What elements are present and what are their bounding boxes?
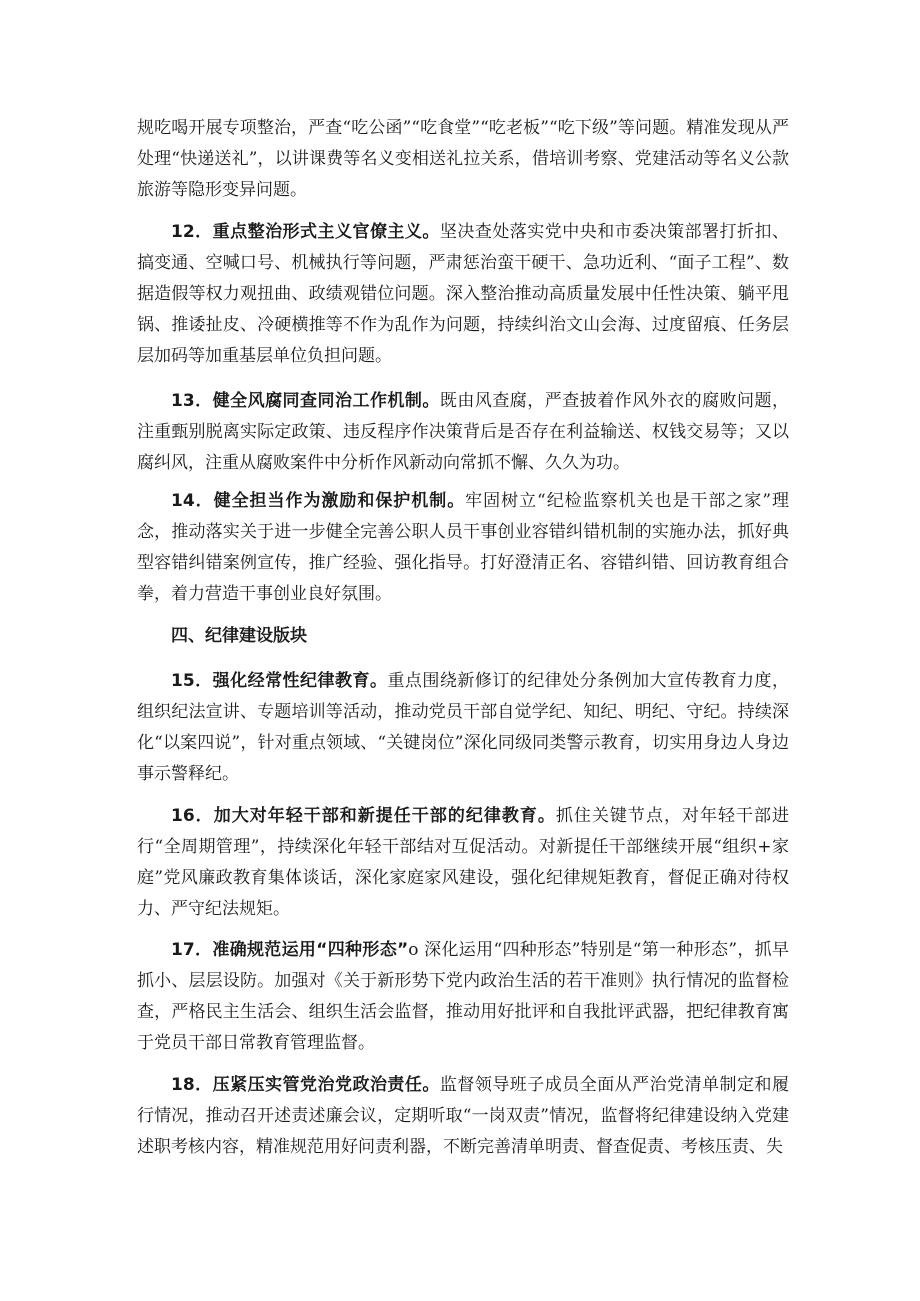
paragraph-body: 既由风查腐，严查披着作风外衣的腐败问题，注重甄别脱离实际定政策、违反程序作决策背后是否存在利益输送、权钱交易等；又以腐纠风，注重从腐败案件中分析作风新动向常抓不懈、久久为功。 <box>137 391 789 473</box>
paragraph-body: 牢固树立“纪检监察机关也是干部之家”理念，推动落实关于进一步健全完善公职人员干事创业容错纠错机制的实施办法，抓好典型容错纠错案例宣传，推广经验、强化指导。打好澄清正名、容错纠错、回访教育组合拳，着力营造干事创业良好氛围。 <box>137 491 789 604</box>
paragraph-body: 抓住关键节点，对年轻干部进行“全周期管理”，持续深化年轻干部结对互促活动。对新提任干部继续开展“组织+家庭”党风廉政教育集体谈话，深化家庭家风建设，强化纪律规矩教育，督促正确对待权力、严守纪法规矩。 <box>137 806 790 919</box>
paragraph-18 <box>137 1070 789 1163</box>
paragraph-number: 17． <box>171 940 213 960</box>
paragraph-body: 监督领导班子成员全面从严治党清单制定和履行情况，推动召开述责述廉会议，定期听取“一岗双责”情况，监督将纪律建设纳入党建述职考核内容，精准规范用好问责利器，不断完善清单明责、督查促责、考核压责、失 <box>137 1075 789 1157</box>
paragraph-heading: 强化经常性纪律教育。 <box>212 671 388 691</box>
section-heading: 四、纪律建设版块 <box>171 626 307 646</box>
paragraph-17 <box>137 935 789 1059</box>
paragraph-number: 15． <box>171 671 213 691</box>
paragraph-continuation <box>137 113 789 206</box>
paragraph-number: 12． <box>171 222 213 242</box>
section-heading-block <box>137 621 789 652</box>
paragraph-body: 重点围绕新修订的纪律处分条例加大宣传教育力度，组织纪法宣讲、专题培训等活动，推动党员干部自觉学纪、知纪、明纪、守纪。持续深化“以案四说”，针对重点领域、“关键岗位”深化同级同类警示教育，切实用身边人身边事示警释纪。 <box>137 671 790 784</box>
paragraph-number: 18． <box>171 1075 213 1095</box>
paragraph-number: 14． <box>171 491 214 511</box>
paragraph-15 <box>137 666 789 790</box>
paragraph-number: 16． <box>171 806 214 826</box>
paragraph-body: 坚决查处落实党中央和市委决策部署打折扣、搞变通、空喊口号、机械执行等问题，严肃惩治蛮干硬干、急功近利、“面子工程”、数据造假等权力观扭曲、政绩观错位问题。深入整治推动高质量发展中任性决策、躺平甩锅、推诿扯皮、冷硬横推等不作为乱作为问题，持续纠治文山会海、过度留痕、任务层层加码等加重基层单位负担问题。 <box>137 222 789 366</box>
paragraph-number: 13． <box>171 391 213 411</box>
paragraph-heading: 健全担当作为激励和保护机制。 <box>213 491 466 511</box>
paragraph-heading: 健全风腐同查同治工作机制。 <box>212 391 440 411</box>
paragraph-16 <box>137 801 789 925</box>
paragraph-12 <box>137 217 789 372</box>
paragraph-14 <box>137 486 789 610</box>
paragraph-body: 规吃喝开展专项整治，严查“吃公函”“吃食堂”“吃老板”“吃下级”等问题。精准发现从严处理“快递送礼”，以讲课费等名义变相送礼拉关系，借培训考察、党建活动等名义公款旅游等隐形变异问题。 <box>137 118 789 200</box>
paragraph-body: o 深化运用“四种形态”特别是“第一种形态”，抓早抓小、层层设防。加强对《关于新形势下党内政治生活的若干准则》执行情况的监督检查，严格民主生活会、组织生活会监督，推动用好批评和自我批评武器，把纪律教育寓于党员干部日常教育管理监督。 <box>137 940 789 1053</box>
paragraph-13 <box>137 386 789 479</box>
paragraph-heading: 加大对年轻干部和新提任干部的纪律教育。 <box>213 806 556 826</box>
paragraph-heading: 压紧压实管党治党政治责任。 <box>212 1075 440 1095</box>
paragraph-heading: 重点整治形式主义官僚主义。 <box>212 222 440 242</box>
paragraph-heading: 准确规范运用“四种形态” <box>212 940 409 960</box>
